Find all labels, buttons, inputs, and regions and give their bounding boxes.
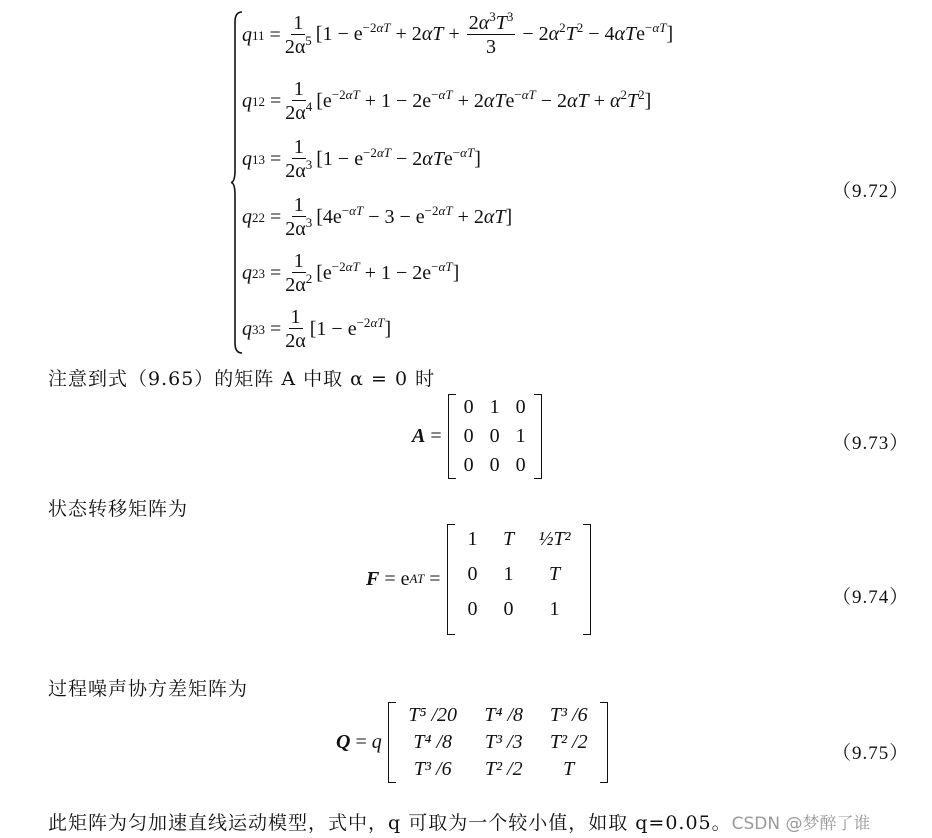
matrix-cell: 0 <box>515 454 526 476</box>
paragraph-process-noise: 过程噪声协方差矩阵为 <box>48 678 249 700</box>
equation-q22: q 22 = $\frac{1}{2\alpha^3}$ $[4e^{-\alpha T} - 3 - e^{-2\alpha T} + 2\alpha T]$ <box>242 194 513 240</box>
equation-q12: q 12 = $\frac{1}{2\alpha^4}$ $[e^{-2\alpha T} + 1 - 2e^{-\alpha T} + 2\alpha Te^{-\alpha T} - 2\alpha T + \alpha^2T^2]$ <box>242 78 652 124</box>
matrix-cell: 1 <box>489 396 500 418</box>
equation-q13: q 13 = $\frac{1}{2\alpha^3}$ $[1 - e^{-2\alpha T} - 2\alpha Te^{-\alpha T}]$ <box>242 136 481 182</box>
equation-q11: q 11 = $\frac{1}{2\alpha^5}$ [$1 - e^{-2\alpha T} + 2\alpha T$ + $\frac{2\alpha^3T^3}{3}$ − $2\alpha^2T^2 - 4\alpha Te^{-\alpha T}$] <box>242 8 674 58</box>
matrix-cell: 0 <box>467 563 478 585</box>
equation-9-73: A = 0 1 0 0 0 1 0 0 0 <box>412 394 542 479</box>
paragraph-note: 注意到式（9.65）的矩阵 A 中取 α = 0 时 <box>48 368 436 390</box>
matrix-f <box>447 524 591 635</box>
equation-system-9-72 <box>230 10 750 355</box>
matrix-cell: T <box>563 758 575 780</box>
matrix-cell: 1 <box>515 425 526 447</box>
matrix-cell: T³ /6 <box>413 758 452 780</box>
matrix-cell: 1 <box>549 598 560 620</box>
matrix-cell: 0 <box>463 454 474 476</box>
equation-q33: q 33 = $\frac{1}{2\alpha}$ $[1 - e^{-2\alpha T}]$ <box>242 306 392 352</box>
matrix-cell: T³ /6 <box>549 704 588 726</box>
matrix-cell: 0 <box>489 454 500 476</box>
matrix-cell: T⁵ /20 <box>408 704 458 726</box>
matrix-cell: T² /2 <box>484 758 523 780</box>
equation-q23: q 23 = $\frac{1}{2\alpha^2}$ $[e^{-2\alpha T} + 1 - 2e^{-\alpha T}]$ <box>242 250 460 296</box>
matrix-cell: 0 <box>503 598 514 620</box>
matrix-cell: 0 <box>489 425 500 447</box>
matrix-cell: 0 <box>515 396 526 418</box>
equation-9-74: F = e $^{AT}$ = 1 T ½T² 0 1 T 0 0 1 <box>366 524 591 635</box>
matrix-cell: T⁴ /8 <box>413 731 453 753</box>
equation-9-75: Q = q T⁵ /20 T⁴ /8 T³ /6 T⁴ /8 T³ /3 T² /2 T³ /6 T² /2 T <box>336 702 608 783</box>
matrix-cell: T² /2 <box>549 731 588 753</box>
matrix-cell: 1 <box>503 563 514 585</box>
matrix-cell: 0 <box>467 598 478 620</box>
equation-number-9-72: （9.72） <box>832 181 910 202</box>
paragraph-final <box>48 808 871 835</box>
matrix-a <box>448 394 542 479</box>
matrix-cell: ½T² <box>538 528 571 550</box>
watermark: CSDN @梦醉了谁 <box>731 814 871 834</box>
matrix-cell: T³ /3 <box>484 731 523 753</box>
matrix-cell: T <box>548 563 561 585</box>
equation-number-9-73: （9.73） <box>832 433 910 454</box>
paragraph-state-transition: 状态转移矩阵为 <box>48 498 189 520</box>
final-text: 此矩阵为匀加速直线运动模型，式中，q 可取为一个较小值，如取 q=0.05。 <box>48 812 732 834</box>
equation-number-9-75: （9.75） <box>832 743 910 764</box>
matrix-cell: 0 <box>463 425 474 447</box>
equation-number-9-74: （9.74） <box>832 587 910 608</box>
matrix-cell: 1 <box>467 528 478 550</box>
matrix-q <box>388 702 608 783</box>
matrix-cell: T <box>502 528 515 550</box>
matrix-cell: 0 <box>463 396 474 418</box>
matrix-cell: T⁴ /8 <box>484 704 524 726</box>
